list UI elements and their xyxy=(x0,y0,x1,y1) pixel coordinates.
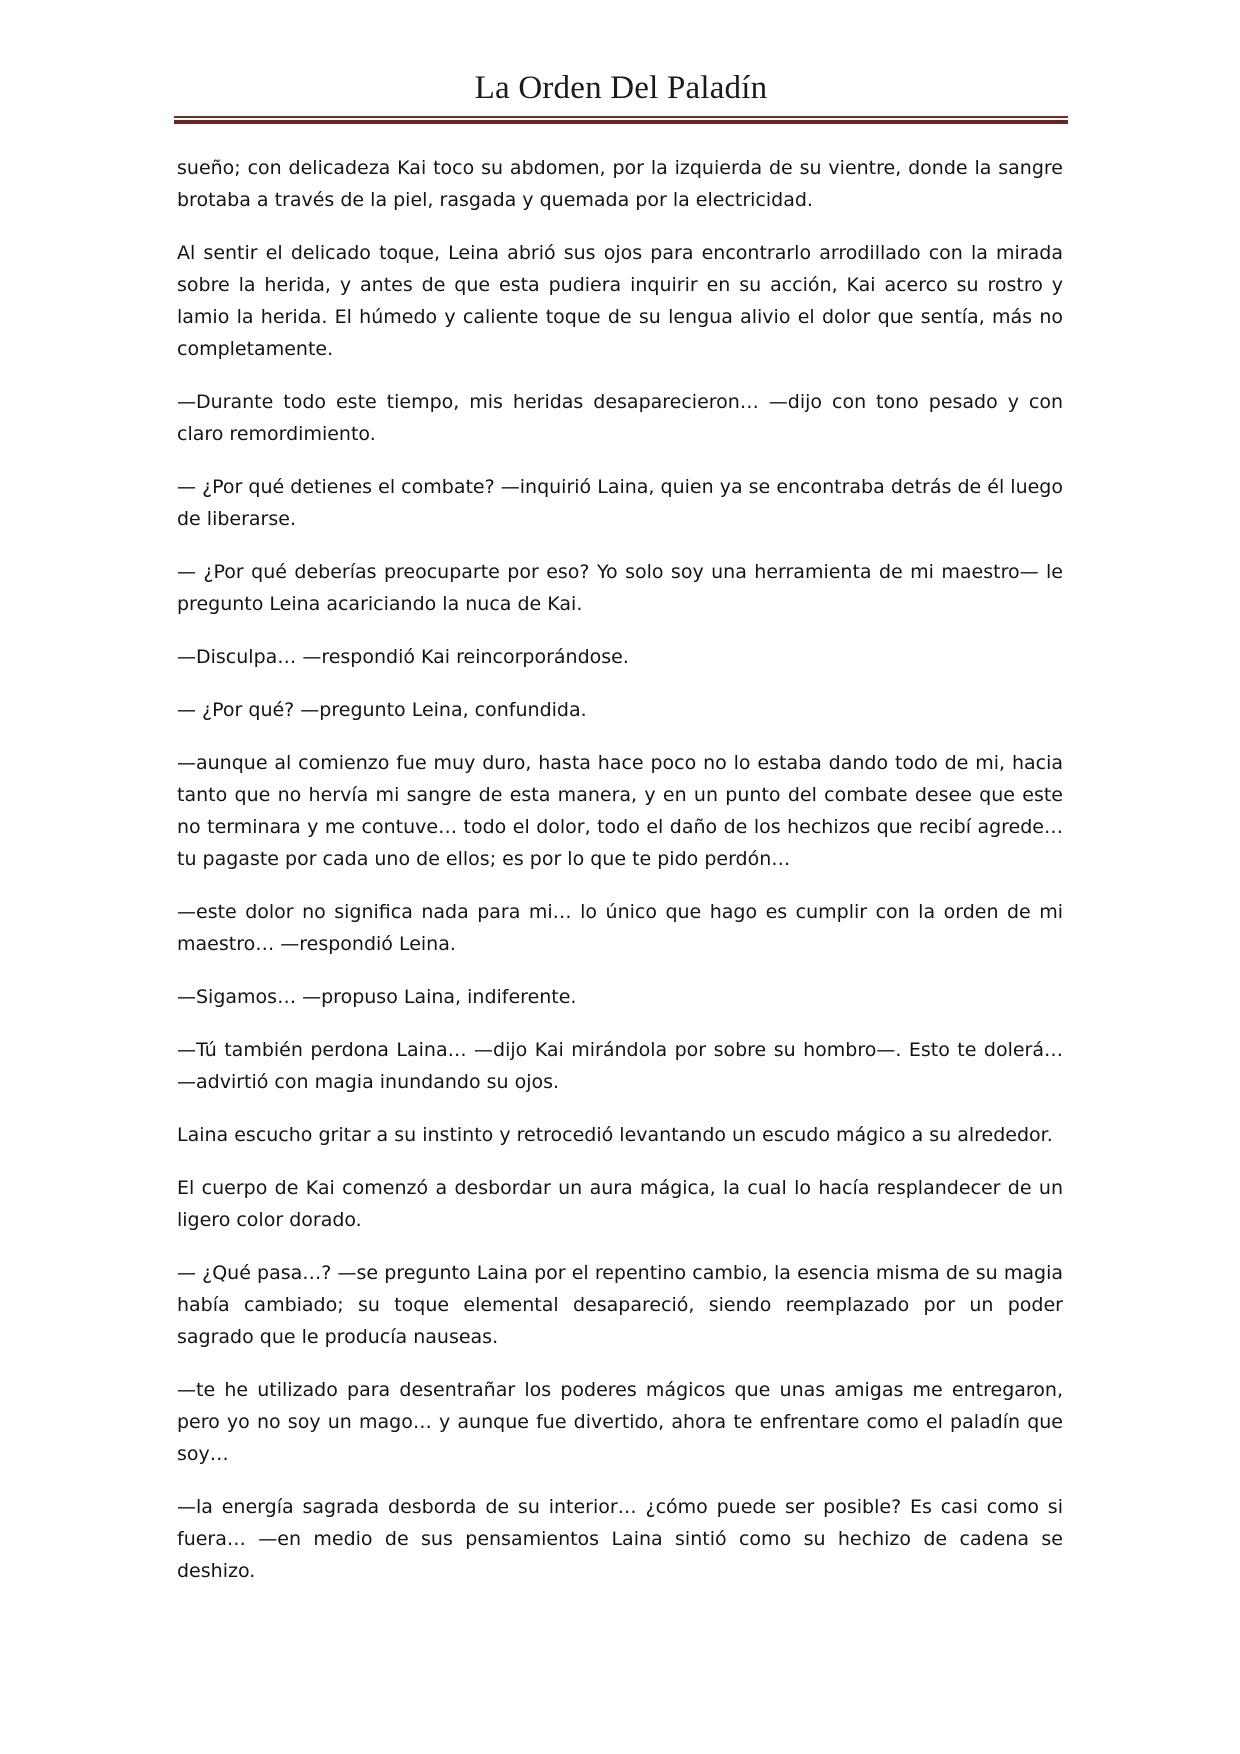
paragraph: — ¿Por qué deberías preocuparte por eso? Yo solo soy una herramienta de mi maestro— le pregunto Leina acariciando la nuca de Kai. xyxy=(177,561,1063,615)
paragraph: sueño; con delicadeza Kai toco su abdomen, por la izquierda de su vientre, donde la sangre brotaba a través de la piel, rasgada y quemada por la electricidad. xyxy=(177,157,1063,211)
paragraph: —Disculpa… —respondió Kai reincorporándose. xyxy=(177,646,629,668)
header-divider-thin-line xyxy=(174,116,1068,118)
paragraph: — ¿Por qué? —pregunto Leina, confundida. xyxy=(177,699,587,721)
paragraph: —aunque al comienzo fue muy duro, hasta hace poco no lo estaba dando todo de mi, hacia tanto que no hervía mi sangre de esta manera, y en un punto del combate desee que este no terminara y me contuve… todo el dolor, todo el daño de los hechizos que recibí agrede… tu pagaste por cada uno de ellos; es por lo que te pido perdón… xyxy=(177,752,1063,870)
paragraph: — ¿Por qué detienes el combate? —inquirió Laina, quien ya se encontraba detrás de él luego de liberarse. xyxy=(177,476,1063,530)
header-divider xyxy=(174,116,1068,124)
paragraph: —la energía sagrada desborda de su interior… ¿cómo puede ser posible? Es casi como si fuera… —en medio de sus pensamientos Laina sintió como su hechizo de cadena se deshizo. xyxy=(177,1496,1063,1582)
body-text xyxy=(177,152,1063,1608)
page-header xyxy=(174,70,1068,108)
paragraph: —Tú también perdona Laina… —dijo Kai mirándola por sobre su hombro—. Esto te dolerá… —advirtió con magia inundando su ojos. xyxy=(177,1039,1063,1093)
header-divider-thick-line xyxy=(174,120,1068,124)
paragraph: —este dolor no significa nada para mi… lo único que hago es cumplir con la orden de mi maestro… —respondió Leina. xyxy=(177,901,1063,955)
book-title: La Orden Del Paladín xyxy=(474,70,768,106)
paragraph: El cuerpo de Kai comenzó a desbordar un aura mágica, la cual lo hacía resplandecer de un ligero color dorado. xyxy=(177,1177,1063,1231)
paragraph: —Sigamos… —propuso Laina, indiferente. xyxy=(177,986,577,1008)
paragraph: Laina escucho gritar a su instinto y retrocedió levantando un escudo mágico a su alrededor. xyxy=(177,1124,1053,1146)
paragraph: Al sentir el delicado toque, Leina abrió sus ojos para encontrarlo arrodillado con la mirada sobre la herida, y antes de que esta pudiera inquirir en su acción, Kai acerco su rostro y lamio la herida. El húmedo y caliente toque de su lengua alivio el dolor que sentía, más no completamente. xyxy=(177,242,1063,360)
paragraph: —Durante todo este tiempo, mis heridas desaparecieron… —dijo con tono pesado y con claro remordimiento. xyxy=(177,391,1063,445)
paragraph: — ¿Qué pasa…? —se pregunto Laina por el repentino cambio, la esencia misma de su magia había cambiado; su toque elemental desapareció, siendo reemplazado por un poder sagrado que le producía nauseas. xyxy=(177,1262,1063,1348)
paragraph: —te he utilizado para desentrañar los poderes mágicos que unas amigas me entregaron, pero yo no soy un mago… y aunque fue divertido, ahora te enfrentare como el paladín que soy… xyxy=(177,1379,1063,1465)
